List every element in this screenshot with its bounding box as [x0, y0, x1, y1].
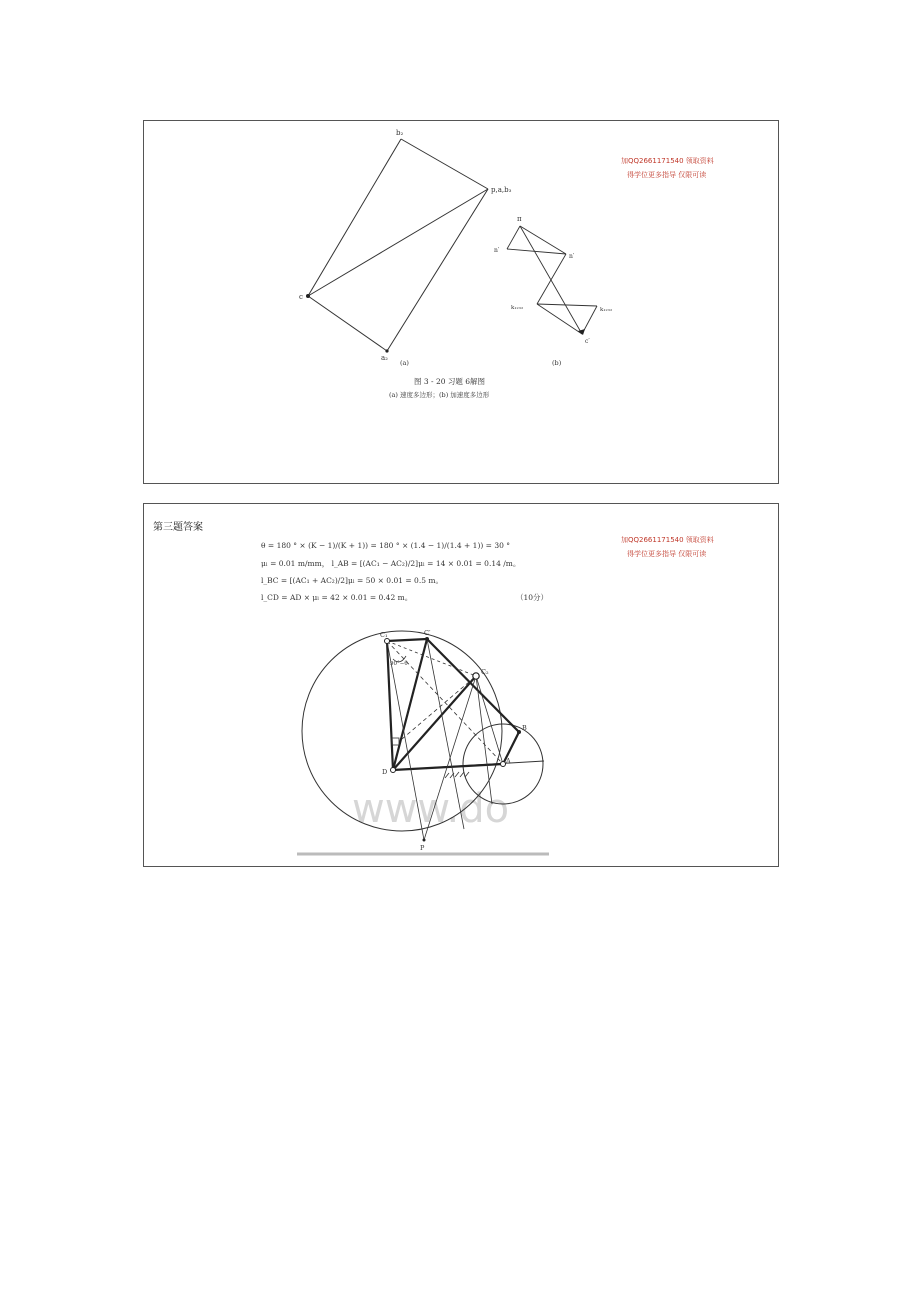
figure-subcaption: (a) 速度多边形；(b) 加速度多边形: [389, 391, 490, 399]
edge-pi-n2: [520, 226, 566, 254]
line-center-c2: [402, 676, 476, 739]
edge-b2-c: [308, 139, 401, 296]
joint-b: [517, 730, 521, 734]
right-angle-marker: [392, 738, 399, 745]
label-a-sub: (a): [400, 359, 409, 367]
note-line-2-bottom: 得学位更多指导 仅限可读: [627, 550, 707, 558]
point-a2: [385, 349, 388, 352]
note-line-2: 得学位更多指导 仅限可读: [627, 171, 707, 179]
label-pi: π: [517, 215, 522, 223]
velocity-polygon: [308, 139, 488, 351]
label-angle: 90°−θ: [390, 661, 408, 667]
ground-hatch: [445, 772, 469, 778]
mechanism-diagram: [144, 504, 780, 868]
label-c: c: [299, 293, 303, 301]
edge-n1-n2: [507, 249, 566, 254]
label-p-a-b3: p,a,b₃: [491, 186, 512, 194]
edge-c-a2: [308, 296, 387, 351]
note-line-1: 加QQ2661171540 领取资料: [621, 157, 714, 165]
joint-d: [391, 768, 396, 773]
joint-cprime: [425, 637, 429, 641]
label-k1: k₁₂₃₂: [511, 305, 524, 311]
answer-panel: [143, 503, 779, 867]
equation-lab: μₗ = 0.01 m/mm， l_AB = [(AC₁ − AC₂)/2]μₗ = 14 × 0.01 = 0.14 /m。: [261, 559, 521, 568]
note-line-1-bottom: 加QQ2661171540 领取资料: [621, 536, 714, 544]
score-label: （10分）: [516, 593, 549, 602]
label-n2: n′: [569, 253, 575, 260]
equation-lbc: l_BC = [(AC₁ + AC₂)/2]μₗ = 50 × 0.01 = 0.5 m。: [261, 576, 443, 585]
label-a-mech: A: [506, 757, 511, 765]
label-p: P: [420, 844, 425, 852]
edge-c-p: [308, 189, 488, 296]
point-p: [423, 839, 426, 842]
link-c1-cprime: [387, 639, 427, 641]
edge-b2-p: [401, 139, 488, 189]
joint-c1: [385, 639, 390, 644]
label-c2: C₂: [481, 668, 489, 676]
watermark-text: www.do: [352, 786, 510, 832]
label-a2: a₂: [381, 354, 388, 362]
velocity-acceleration-figure-panel: [143, 120, 779, 484]
edge-a2-p: [387, 189, 488, 351]
label-d: D: [382, 768, 388, 776]
label-cprime-mech: C′: [424, 629, 431, 637]
equation-lcd: l_CD = AD × μₗ = 42 × 0.01 = 0.42 m。: [261, 593, 413, 602]
line-c2-a: [476, 676, 503, 764]
label-c1: C₁: [380, 631, 388, 639]
edge-n2-k1: [537, 254, 566, 304]
point-c: [306, 294, 310, 298]
line-c1-c2: [387, 641, 476, 676]
acceleration-polygon: [507, 226, 597, 334]
figure-caption: 图 3 - 20 习题 6解图: [414, 377, 486, 386]
label-b-mech: B: [522, 724, 527, 732]
edge-k1-c: [537, 304, 582, 334]
edge-pi-n1: [507, 226, 520, 249]
label-k2: k₁₂₃₂: [600, 307, 613, 313]
joint-c2: [473, 673, 479, 679]
answer-heading: 第三题答案: [153, 522, 203, 533]
equation-theta: θ = 180 ° × (K − 1)/(K + 1)) = 180 ° × (1.4 − 1)/(1.4 + 1)) = 30 °: [261, 541, 511, 550]
edge-k1-k2: [537, 304, 597, 306]
label-b-sub: (b): [552, 359, 562, 367]
label-n1: n′: [494, 247, 500, 254]
polygon-diagram: [144, 121, 780, 485]
label-b2: b₂: [396, 129, 404, 137]
joint-a: [501, 762, 506, 767]
label-c-prime: c′: [585, 338, 590, 345]
